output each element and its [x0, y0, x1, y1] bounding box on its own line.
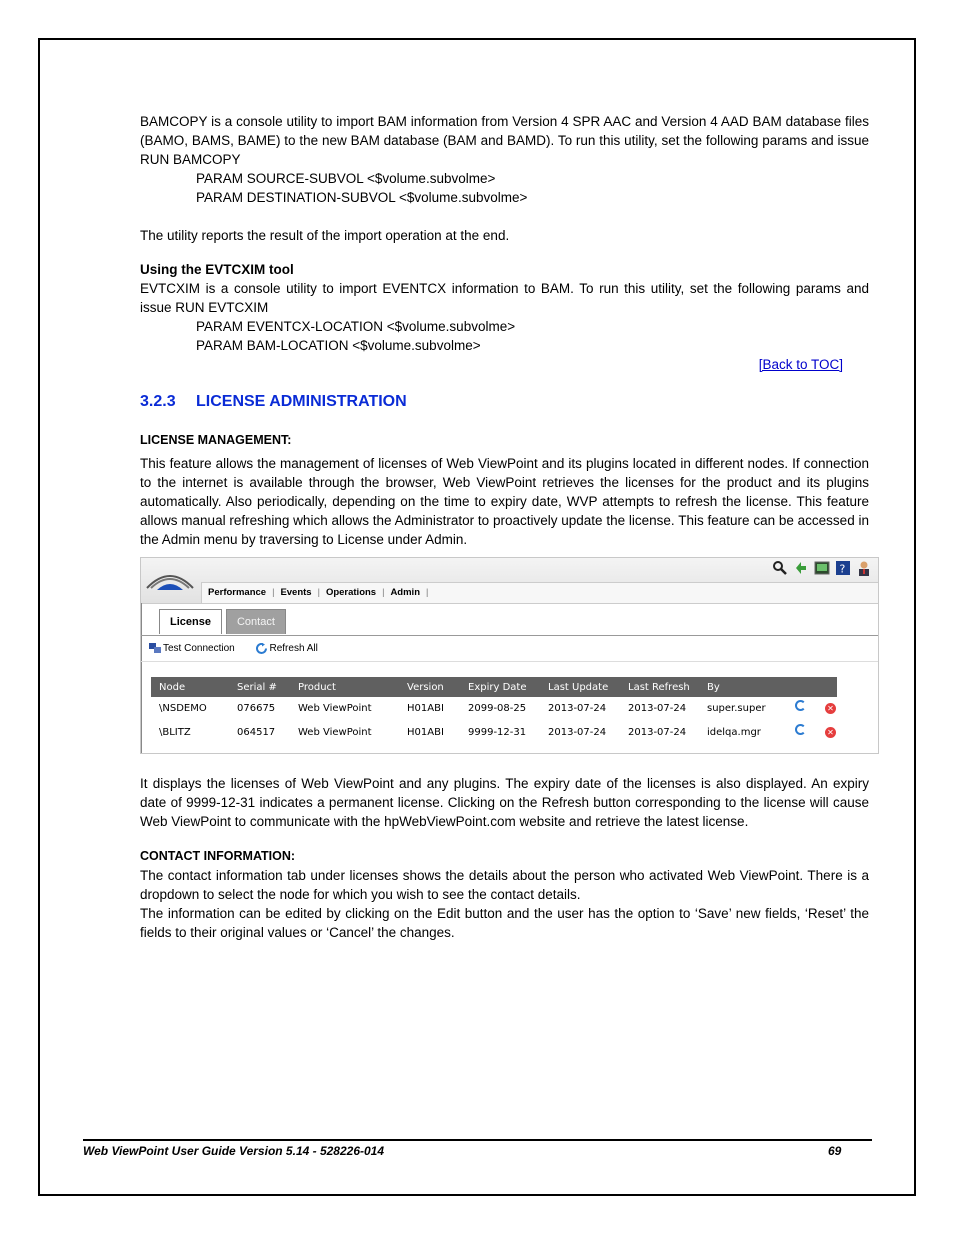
refresh-all-button[interactable] [256, 639, 318, 658]
bamcopy-param-destination: PARAM DESTINATION-SUBVOL <$volume.subvolme> [196, 190, 528, 205]
bamcopy-param-source: PARAM SOURCE-SUBVOL <$volume.subvolme> [196, 171, 496, 186]
bamcopy-paragraph: BAMCOPY is a console utility to import BAM information from Version 4 SPR AAC and Version 4 AAD BAM database files (BAMO, BAMS, BAME) to the new BAM database (BAM and BAMD). To run this utility, set the following params and issue RUN BAMCOPY [140, 114, 869, 167]
table-row [151, 721, 837, 745]
license-display-paragraph: It displays the licenses of Web ViewPoint and any plugins. The expiry date of the licenses is also displayed. An expiry date of 9999-12-31 indicates a permanent license. Clicking on the Refresh button corresponding to the license will cause Web ViewPoint to communicate with the hpWebViewPoint.com website and retrieve the latest license. [140, 776, 869, 829]
bamcopy-result: The utility reports the result of the import operation at the end. [140, 228, 510, 243]
delete-license-icon[interactable]: ✕ [825, 727, 836, 738]
cell-last-refresh: 2013-07-24 [628, 727, 687, 738]
page-number: 69 [828, 1144, 842, 1158]
cell-node: \NSDEMO [159, 703, 207, 714]
table-row [151, 697, 837, 721]
contact-paragraph-2: The information can be edited by clicking on the Edit button and the user has the option to ‘Save’ new fields, ‘Reset’ the fields to their original values or ‘Cancel’ the changes. [140, 906, 869, 940]
cell-last-update: 2013-07-24 [548, 727, 607, 738]
refresh-all-label: Refresh All [269, 643, 318, 654]
tab-contact[interactable]: Contact [226, 609, 286, 634]
col-product: Product [290, 677, 399, 697]
header-icons [772, 560, 872, 576]
test-connection-label: Test Connection [163, 643, 235, 654]
license-management-paragraph: This feature allows the management of licenses of Web ViewPoint and its plugins located in different nodes. If connection to the internet is available through the browser, Web ViewPoint retrieves the licenses for the product and its plugins automatically. Also periodically, depending on the time to expiry date, WVP attempts to refresh the license. This feature allows manual refreshing which allows the Administrator to proactively update the license. This feature can be accessed in the Admin menu by traversing to License under Admin. [140, 456, 869, 547]
footer-rule [83, 1139, 872, 1141]
sync-arrows-icon[interactable] [793, 560, 809, 576]
evtcxim-param-bam: PARAM BAM-LOCATION <$volume.subvolme> [196, 338, 481, 353]
menu-admin[interactable]: Admin [390, 587, 420, 598]
cell-serial: 076675 [237, 703, 276, 714]
refresh-icon [256, 643, 268, 654]
col-expiry: Expiry Date [460, 677, 540, 697]
cell-version: H01ABI [407, 703, 444, 714]
cell-product: Web ViewPoint [298, 727, 372, 738]
col-last-refresh: Last Refresh [620, 677, 699, 697]
refresh-license-icon[interactable] [795, 700, 806, 711]
delete-license-icon[interactable]: ✕ [825, 703, 836, 714]
test-connection-button[interactable] [149, 639, 235, 658]
cell-last-update: 2013-07-24 [548, 703, 607, 714]
section-heading [140, 392, 869, 411]
menu-operations[interactable]: Operations [325, 587, 377, 598]
cell-by: idelqa.mgr [707, 727, 761, 738]
cell-product: Web ViewPoint [298, 703, 372, 714]
menu-performance[interactable]: Performance [208, 587, 267, 598]
license-table-header [151, 677, 837, 697]
contact-paragraph-1: The contact information tab under licenses shows the details about the person who activated Web ViewPoint. There is a dropdown to select the node for which you wish to see the contact details. [140, 868, 869, 902]
main-menu: Performance | Events | Operations | Admin | [201, 582, 878, 603]
refresh-license-icon[interactable] [795, 724, 806, 735]
evtcxim-paragraph: EVTCXIM is a console utility to import EVENTCX information to BAM. To run this utility, set the following params and issue RUN EVTCXIM [140, 281, 869, 315]
section-title: LICENSE ADMINISTRATION [196, 393, 407, 410]
back-to-toc [140, 355, 869, 374]
back-to-toc-link[interactable]: [Back to TOC] [758, 357, 843, 372]
app-header [141, 558, 878, 604]
page-content [140, 112, 869, 942]
user-icon[interactable] [856, 560, 872, 576]
section-number: 3.2.3 [140, 393, 176, 410]
cell-serial: 064517 [237, 727, 276, 738]
contact-heading: CONTACT INFORMATION: [140, 849, 296, 863]
col-last-update: Last Update [540, 677, 620, 697]
col-node: Node [151, 677, 229, 697]
wvp-logo-icon [145, 566, 195, 596]
license-management-heading: LICENSE MANAGEMENT: [140, 433, 292, 447]
license-screenshot [140, 557, 879, 754]
cell-last-refresh: 2013-07-24 [628, 703, 687, 714]
license-tabs [159, 609, 290, 635]
tab-license[interactable]: License [159, 609, 222, 634]
cell-expiry: 2099-08-25 [468, 703, 527, 714]
col-by: By [699, 677, 787, 697]
footer-title: Web ViewPoint User Guide Version 5.14 - 528226-014 [83, 1144, 385, 1158]
terminal-icon[interactable] [814, 560, 830, 576]
cell-by: super.super [707, 703, 766, 714]
license-table [151, 677, 837, 745]
help-icon[interactable] [835, 560, 851, 576]
cell-node: \BLITZ [159, 727, 191, 738]
license-toolbar [149, 639, 336, 661]
search-icon[interactable] [772, 560, 788, 576]
cell-version: H01ABI [407, 727, 444, 738]
menu-events[interactable]: Events [280, 587, 312, 598]
col-version: Version [399, 677, 460, 697]
col-serial: Serial # [229, 677, 290, 697]
cell-expiry: 9999-12-31 [468, 727, 527, 738]
svg-text:?: ? [839, 562, 846, 576]
evtcxim-heading: Using the EVTCXIM tool [140, 262, 294, 277]
evtcxim-param-eventcx: PARAM EVENTCX-LOCATION <$volume.subvolme> [196, 319, 516, 334]
network-icon [149, 643, 161, 654]
